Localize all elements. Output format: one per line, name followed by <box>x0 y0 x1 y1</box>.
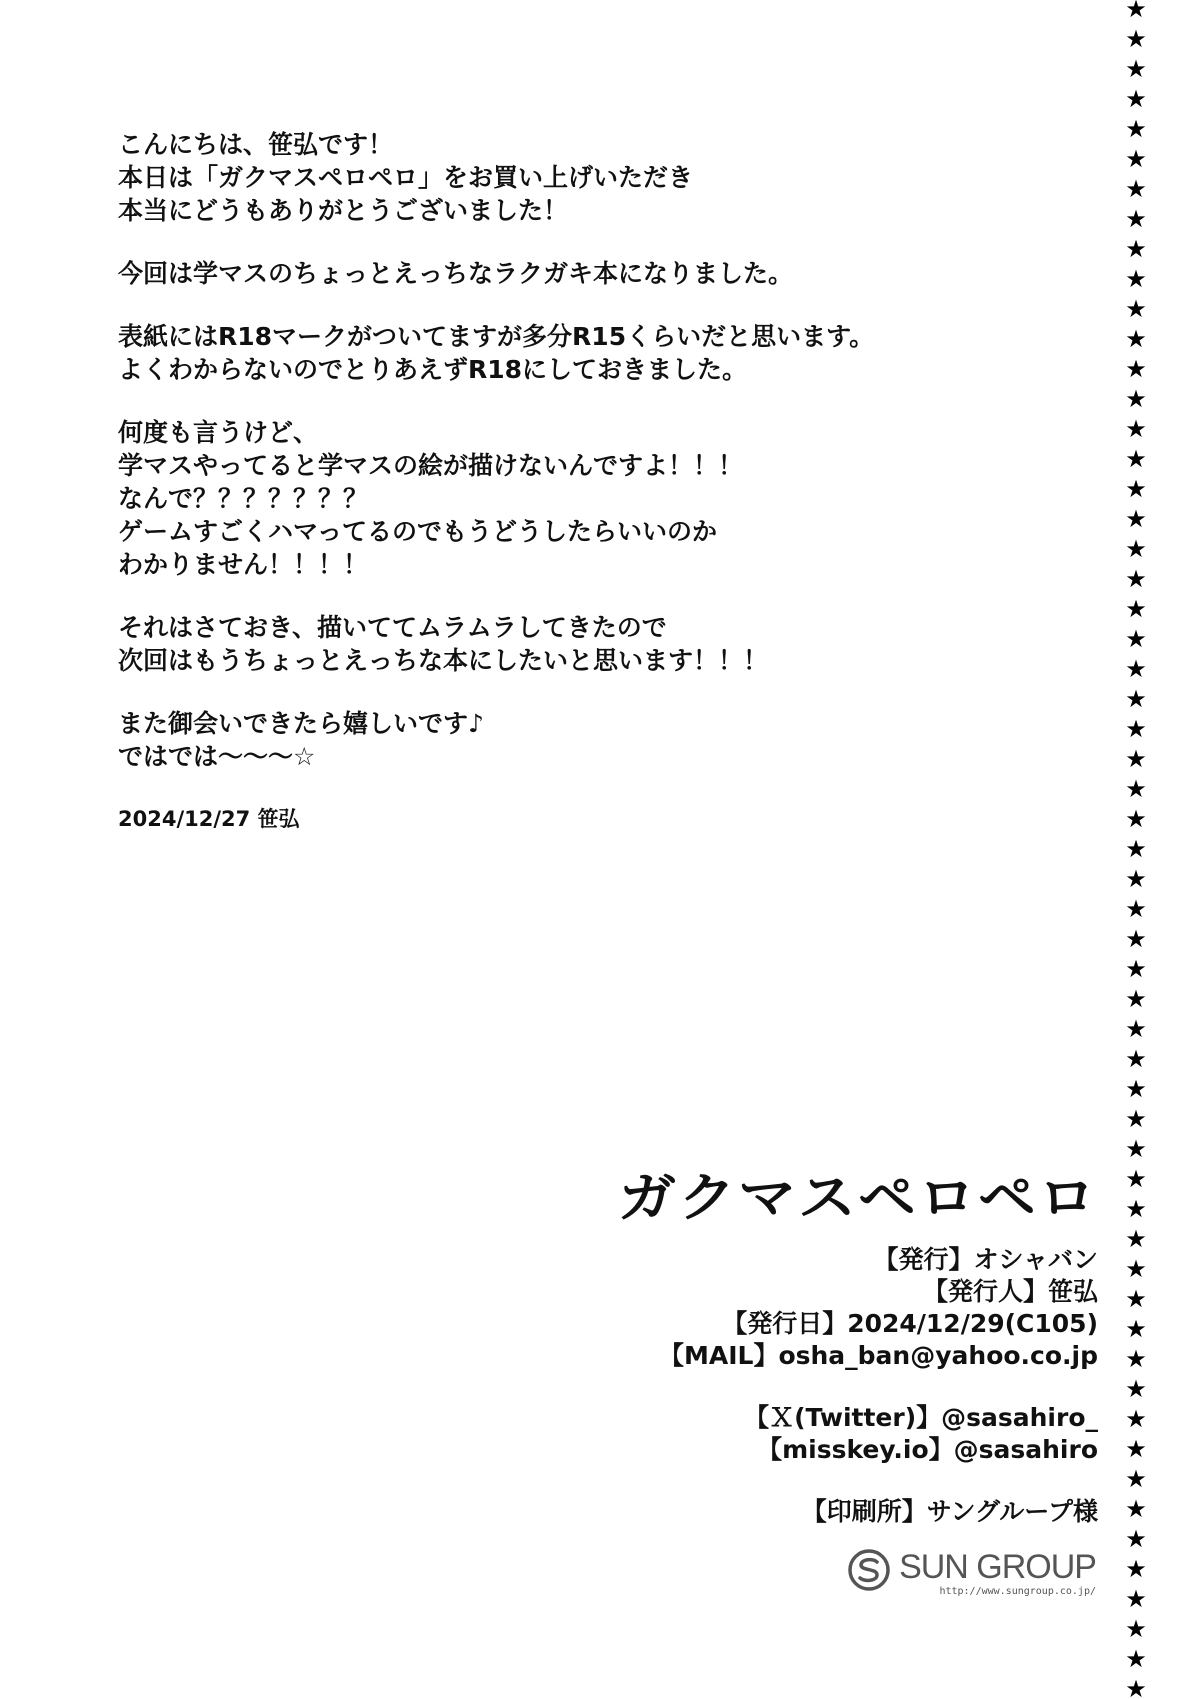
star-icon: ★ <box>1125 685 1147 713</box>
star-icon: ★ <box>1125 1255 1147 1283</box>
star-icon: ★ <box>1125 925 1147 953</box>
star-icon: ★ <box>1125 1435 1147 1463</box>
mail-line: 【MAIL】osha_ban@yahoo.co.jp <box>658 1341 1098 1370</box>
sun-group-logo-icon <box>847 1548 891 1592</box>
star-icon: ★ <box>1125 1375 1147 1403</box>
star-icon: ★ <box>1125 1225 1147 1253</box>
colophon <box>618 1158 1098 1528</box>
star-icon: ★ <box>1125 1165 1147 1193</box>
star-icon: ★ <box>1125 475 1147 503</box>
star-icon: ★ <box>1125 895 1147 923</box>
star-icon: ★ <box>1125 1195 1147 1223</box>
printer-logo <box>847 1548 1096 1598</box>
star-icon: ★ <box>1125 145 1147 173</box>
afterword <box>118 128 1018 866</box>
afterword-paragraph-next <box>118 611 1018 677</box>
star-icon: ★ <box>1125 1405 1147 1433</box>
star-icon: ★ <box>1125 745 1147 773</box>
star-icon: ★ <box>1125 565 1147 593</box>
afterword-line: また御会いできたら嬉しいです♪ <box>118 709 484 738</box>
star-icon: ★ <box>1125 985 1147 1013</box>
star-icon: ★ <box>1125 955 1147 983</box>
star-icon: ★ <box>1125 805 1147 833</box>
star-icon: ★ <box>1125 1585 1147 1613</box>
star-icon: ★ <box>1125 1015 1147 1043</box>
afterword-paragraph-closing <box>118 707 1018 773</box>
star-icon: ★ <box>1125 355 1147 383</box>
afterword-line: 何度も言うけど、 <box>118 418 319 447</box>
afterword-line: 表紙にはR18マークがついてますが多分R15くらいだと思います。 <box>118 322 875 351</box>
twitter-line: 【Ｘ(Twitter)】@sasahiro_ <box>744 1403 1098 1432</box>
star-icon: ★ <box>1125 835 1147 863</box>
logo-text <box>899 1548 1096 1598</box>
star-icon: ★ <box>1125 625 1147 653</box>
star-icon: ★ <box>1125 55 1147 83</box>
star-icon: ★ <box>1125 865 1147 893</box>
afterword-paragraph-greeting <box>118 128 1018 227</box>
afterword-line: 学マスやってると学マスの絵が描けないんですよ！！！ <box>118 451 744 480</box>
star-icon: ★ <box>1125 1495 1147 1523</box>
star-icon: ★ <box>1125 295 1147 323</box>
afterword-line: こんにちは、笹弘です！ <box>118 130 394 159</box>
afterword-paragraph-about <box>118 257 1018 290</box>
spacer <box>618 1466 1098 1496</box>
star-icon: ★ <box>1125 1045 1147 1073</box>
printer-line: 【印刷所】サングループ様 <box>801 1497 1098 1526</box>
star-border <box>1122 0 1150 1699</box>
star-icon: ★ <box>1125 1135 1147 1163</box>
afterword-line: なんで？？？？？？？ <box>118 484 369 513</box>
afterword-paragraph-rating <box>118 320 1018 386</box>
logo-wordmark: SUN GROUP <box>899 1548 1096 1586</box>
star-icon: ★ <box>1125 445 1147 473</box>
star-icon: ★ <box>1125 325 1147 353</box>
afterword-line: それはさておき、描いててムラムラしてきたので <box>118 613 667 642</box>
star-icon: ★ <box>1125 1645 1147 1673</box>
star-icon: ★ <box>1125 1525 1147 1553</box>
issuer-line: 【発行人】笹弘 <box>922 1277 1098 1306</box>
afterword-line: ゲームすごくハマってるのでもうどうしたらいいのか <box>118 517 718 546</box>
star-icon: ★ <box>1125 1675 1147 1699</box>
star-icon: ★ <box>1125 775 1147 803</box>
star-icon: ★ <box>1125 1315 1147 1343</box>
star-icon: ★ <box>1125 0 1147 23</box>
star-icon: ★ <box>1125 115 1147 143</box>
star-icon: ★ <box>1125 1345 1147 1373</box>
star-icon: ★ <box>1125 655 1147 683</box>
spacer <box>618 1372 1098 1402</box>
star-icon: ★ <box>1125 85 1147 113</box>
star-icon: ★ <box>1125 505 1147 533</box>
star-icon: ★ <box>1125 175 1147 203</box>
star-icon: ★ <box>1125 235 1147 263</box>
star-icon: ★ <box>1125 1285 1147 1313</box>
afterword-line: わかりません！！！！ <box>118 550 369 579</box>
publisher-line: 【発行】オシャバン <box>873 1245 1098 1274</box>
star-icon: ★ <box>1125 415 1147 443</box>
afterword-line: 本日は「ガクマスペロペロ」をお買い上げいただき <box>118 163 694 192</box>
star-icon: ★ <box>1125 25 1147 53</box>
issue-date-line: 【発行日】2024/12/29(C105) <box>722 1309 1098 1338</box>
star-icon: ★ <box>1125 715 1147 743</box>
star-icon: ★ <box>1125 1615 1147 1643</box>
afterword-line: 今回は学マスのちょっとえっちなラクガキ本になりました。 <box>118 259 794 288</box>
afterword-line: 本当にどうもありがとうございました！ <box>118 196 569 225</box>
star-icon: ★ <box>1125 1555 1147 1583</box>
misskey-line: 【misskey.io】@sasahiro <box>757 1435 1098 1464</box>
star-icon: ★ <box>1125 1105 1147 1133</box>
star-icon: ★ <box>1125 205 1147 233</box>
afterword-line: ではでは～～～☆ <box>118 742 316 771</box>
star-icon: ★ <box>1125 535 1147 563</box>
star-icon: ★ <box>1125 385 1147 413</box>
afterword-line: 次回はもうちょっとえっちな本にしたいと思います！！！ <box>118 646 769 675</box>
afterword-paragraph-game <box>118 416 1018 581</box>
afterword-signature: 2024/12/27 笹弘 <box>118 807 300 831</box>
logo-url: http://www.sungroup.co.jp/ <box>939 1586 1096 1597</box>
book-title: ガクマスペロペロ <box>617 1167 1098 1229</box>
afterword-line: よくわからないのでとりあえずR18にしておきました。 <box>118 355 748 384</box>
star-icon: ★ <box>1125 265 1147 293</box>
star-icon: ★ <box>1125 1465 1147 1493</box>
star-icon: ★ <box>1125 595 1147 623</box>
star-icon: ★ <box>1125 1075 1147 1103</box>
